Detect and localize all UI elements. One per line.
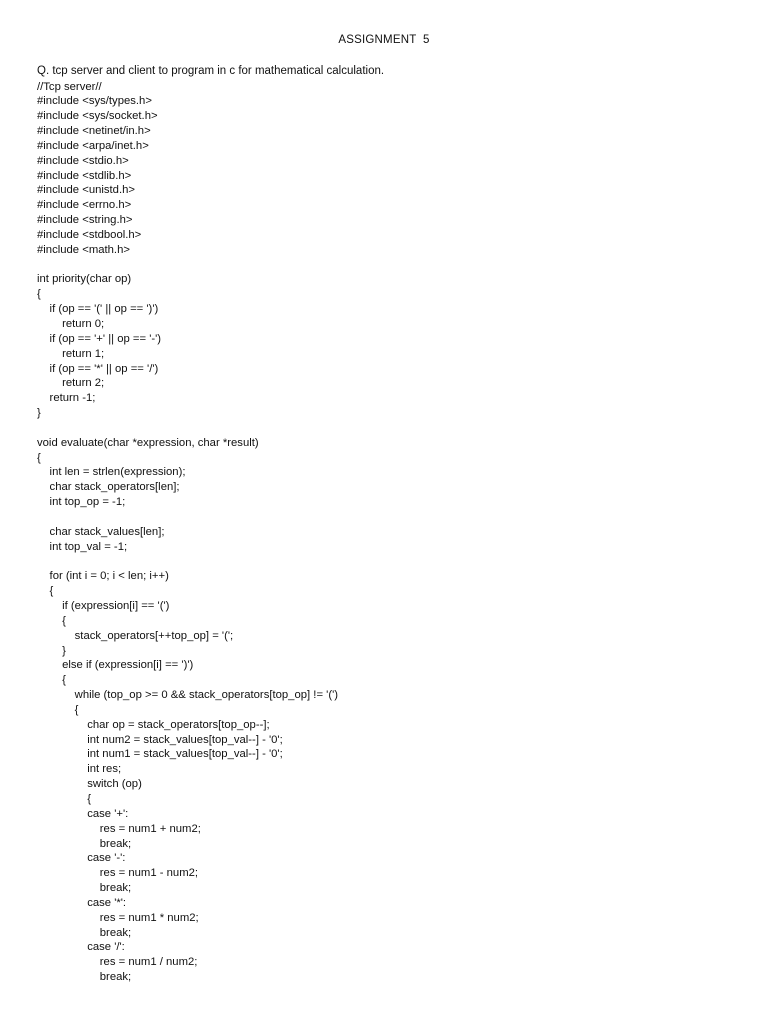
code-line [37, 510, 338, 525]
code-line: char stack_operators[len]; [37, 481, 180, 494]
code-line: for (int i = 0; i < len; i++) [37, 570, 169, 583]
code-line: { [37, 614, 66, 627]
code-line: case '/': [37, 941, 125, 954]
code-line: } [37, 407, 41, 420]
code-line: case '-': [37, 852, 126, 865]
code-line [37, 421, 338, 436]
code-line: { [37, 793, 91, 805]
code-line: #include <math.h> [37, 243, 130, 256]
code-line: { [37, 674, 66, 687]
code-line: case '+': [37, 807, 129, 820]
code-line: #include <errno.h> [37, 199, 132, 212]
code-listing [37, 80, 338, 985]
code-line: break; [37, 837, 132, 850]
code-line: char op = stack_operators[top_op--]; [37, 718, 270, 731]
code-line: char stack_values[len]; [37, 525, 165, 538]
code-line: case '*': [37, 896, 127, 909]
code-line: res = num1 + num2; [37, 822, 201, 835]
code-line: return 0; [37, 318, 105, 330]
code-line: #include <sys/types.h> [37, 95, 152, 108]
code-line: res = num1 - num2; [37, 867, 199, 880]
code-line: return 2; [37, 377, 105, 390]
code-line: { [37, 288, 41, 301]
code-line: } [37, 644, 66, 657]
code-line: #include <unistd.h> [37, 184, 135, 197]
code-line: if (op == '(' || op == ')') [37, 303, 159, 316]
code-line: res = num1 * num2; [37, 911, 199, 924]
code-line: if (op == '+' || op == '-') [37, 332, 162, 345]
code-line: int top_val = -1; [37, 540, 128, 553]
code-line: break; [37, 971, 132, 984]
code-line: int num2 = stack_values[top_val--] - '0'; [37, 733, 283, 746]
code-line: break; [37, 926, 132, 939]
code-line: int top_op = -1; [37, 496, 126, 509]
code-line: res = num1 / num2; [37, 956, 198, 969]
code-line: stack_operators[++top_op] = '('; [37, 629, 234, 642]
code-line: while (top_op >= 0 && stack_operators[top_op] != '(') [37, 689, 339, 702]
code-line: #include <netinet/in.h> [37, 125, 151, 138]
code-line: { [37, 703, 79, 716]
code-line: int res; [37, 763, 122, 776]
code-line: if (op == '*' || op == '/') [37, 362, 159, 375]
code-line: #include <stdio.h> [37, 154, 129, 167]
code-line: switch (op) [37, 778, 142, 791]
code-line: #include <stdlib.h> [37, 169, 132, 182]
code-line: int len = strlen(expression); [37, 466, 186, 479]
code-line: { [37, 585, 54, 598]
code-line: #include <stdbool.h> [37, 228, 142, 241]
code-line: int priority(char op) [37, 273, 132, 286]
code-line: #include <string.h> [37, 214, 133, 227]
code-line: if (expression[i] == '(') [37, 600, 170, 613]
code-line: return -1; [37, 392, 96, 405]
question-text: Q. tcp server and client to program in c for mathematical calculation. [37, 65, 385, 77]
code-line: #include <arpa/inet.h> [37, 139, 149, 152]
code-line: //Tcp server// [37, 80, 102, 93]
code-line: int num1 = stack_values[top_val--] - '0'; [37, 748, 283, 761]
code-line [37, 555, 338, 570]
code-line: #include <sys/socket.h> [37, 110, 158, 123]
code-line: break; [37, 882, 132, 895]
code-line: { [37, 451, 41, 464]
code-line: return 1; [37, 347, 105, 360]
code-line [37, 258, 338, 273]
assignment-title: ASSIGNMENT 5 [338, 34, 430, 46]
code-line: void evaluate(char *expression, char *result) [37, 436, 259, 449]
code-line: else if (expression[i] == ')') [37, 659, 194, 672]
